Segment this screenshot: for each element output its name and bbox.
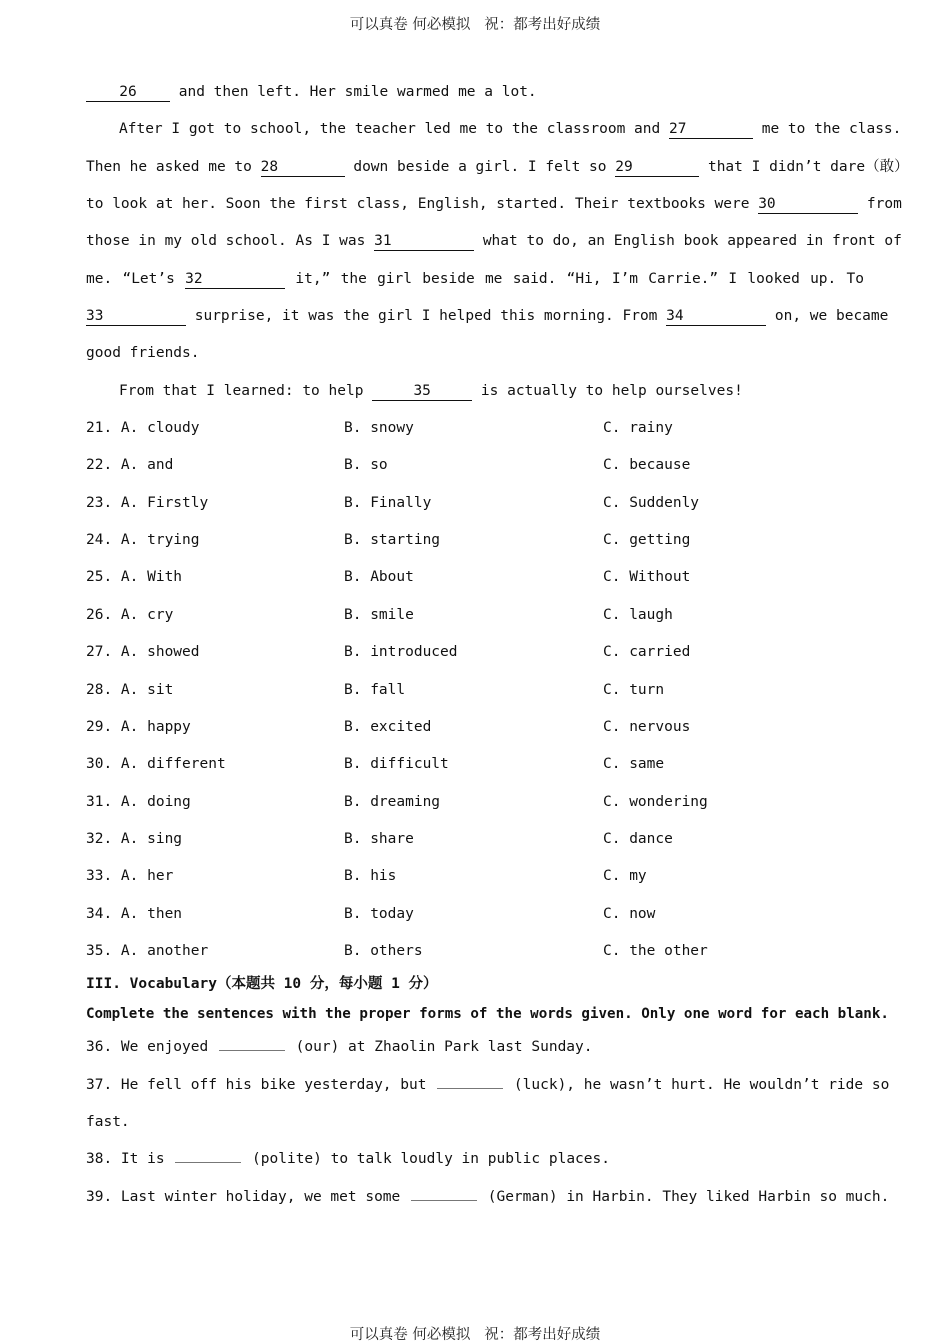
option-a: 26. A. cry — [86, 606, 174, 623]
option-row — [86, 902, 864, 939]
option-row — [86, 864, 864, 901]
option-c: C. laugh — [603, 606, 673, 623]
passage-line — [86, 379, 864, 416]
passage-line — [86, 117, 902, 154]
answer-blank — [175, 1148, 241, 1163]
passage-text: on, we became — [766, 308, 889, 325]
blank-26: 26 — [86, 83, 170, 102]
option-row — [86, 752, 864, 789]
option-b: B. About — [344, 569, 414, 586]
page-header: 可以真卷 何必模拟 祝：都考出好成绩 — [349, 17, 601, 33]
question-39 — [86, 1185, 890, 1222]
answer-blank — [411, 1186, 477, 1201]
blank-27: 27 — [669, 120, 753, 139]
question-text: (German) in Harbin. They liked Harbin so much. — [479, 1188, 890, 1205]
passage-line — [86, 229, 902, 266]
question-text: 39. Last winter holiday, we met some — [86, 1188, 410, 1205]
passage-text: and then left. Her smile warmed me a lot. — [170, 84, 537, 100]
option-row — [86, 491, 864, 528]
option-row — [86, 640, 864, 677]
option-a: 22. A. and — [86, 457, 174, 474]
option-c: C. carried — [603, 644, 691, 661]
passage-line — [86, 304, 889, 341]
question-text: (luck), he wasn’t hurt. He wouldn’t ride so — [505, 1076, 890, 1093]
passage-text: Then he asked me to — [86, 158, 261, 175]
option-a: 30. A. different — [86, 756, 226, 773]
option-c: C. my — [603, 868, 647, 885]
option-row — [86, 453, 864, 490]
answer-blank — [437, 1074, 503, 1089]
option-c: C. getting — [603, 532, 691, 549]
blank-31: 31 — [374, 232, 474, 251]
passage-text: From that I learned: to help — [119, 382, 373, 399]
section-title: III. Vocabulary（本题共 10 分，每小题 1 分） — [86, 976, 438, 993]
blank-30: 30 — [758, 195, 858, 214]
option-a: 23. A. Firstly — [86, 494, 209, 511]
passage-text: good friends. — [86, 345, 200, 362]
option-c: C. wondering — [603, 793, 708, 810]
passage-text: what to do, an English book appeared in front of — [474, 233, 902, 250]
passage-text: it,” the girl beside me said. “Hi, I’m Carrie.” I looked up. To — [285, 270, 865, 287]
passage-line — [86, 267, 864, 304]
option-b: B. starting — [344, 532, 441, 549]
option-a: 27. A. showed — [86, 644, 200, 661]
question-text: (our) at Zhaolin Park last Sunday. — [286, 1039, 593, 1056]
option-b: B. introduced — [344, 644, 458, 661]
passage-line — [86, 80, 864, 117]
option-b: B. today — [344, 905, 414, 922]
option-row — [86, 416, 864, 453]
passage-text: from — [858, 196, 902, 213]
option-a: 29. A. happy — [86, 718, 191, 735]
option-c: C. turn — [603, 681, 665, 698]
blank-29: 29 — [615, 158, 699, 177]
option-b: B. share — [344, 830, 414, 847]
option-c: C. dance — [603, 830, 673, 847]
option-a: 33. A. her — [86, 868, 174, 885]
question-text: (polite) to talk loudly in public places. — [243, 1151, 610, 1168]
option-c: C. now — [603, 905, 656, 922]
option-b: B. smile — [344, 606, 414, 623]
question-37 — [86, 1073, 890, 1110]
section-instruction: Complete the sentences with the proper forms of the words given. Only one word for each blank. — [86, 1006, 889, 1023]
option-a: 28. A. sit — [86, 681, 174, 698]
option-a: 24. A. trying — [86, 532, 200, 549]
passage-text: down beside a girl. I felt so — [344, 158, 616, 175]
question-text: 37. He fell off his bike yesterday, but — [86, 1076, 436, 1093]
option-c: C. Without — [603, 569, 691, 586]
blank-28: 28 — [261, 158, 345, 177]
option-row — [86, 678, 864, 715]
option-b: B. so — [344, 457, 388, 474]
option-row — [86, 827, 864, 864]
passage-text: is actually to help ourselves! — [472, 382, 743, 399]
option-a: 21. A. cloudy — [86, 420, 200, 437]
question-text: fast. — [86, 1113, 130, 1130]
document-body — [86, 80, 909, 1222]
page-footer: 可以真卷 何必模拟 祝：都考出好成绩 — [349, 1327, 601, 1343]
passage-line — [86, 155, 909, 192]
option-row — [86, 565, 864, 602]
passage-text: that I didn’t dare（敢） — [699, 158, 909, 175]
option-row — [86, 715, 864, 752]
option-c: C. same — [603, 756, 665, 773]
question-text: 38. It is — [86, 1151, 174, 1168]
question-38 — [86, 1147, 864, 1184]
option-c: C. because — [603, 457, 691, 474]
option-b: B. dreaming — [344, 793, 441, 810]
passage-text: me to the class. — [752, 121, 902, 138]
option-row — [86, 939, 864, 976]
option-c: C. nervous — [603, 718, 691, 735]
option-b: B. Finally — [344, 494, 432, 511]
option-a: 25. A. With — [86, 569, 183, 586]
option-row — [86, 528, 864, 565]
option-a: 32. A. sing — [86, 830, 183, 847]
option-row — [86, 603, 864, 640]
option-b: B. snowy — [344, 420, 414, 437]
option-c: C. rainy — [603, 420, 673, 437]
blank-34: 34 — [666, 307, 766, 326]
passage-line — [86, 341, 864, 378]
answer-blank — [219, 1036, 285, 1051]
option-b: B. others — [344, 942, 423, 959]
option-b: B. excited — [344, 718, 432, 735]
passage-text: surprise, it was the girl I helped this morning. From — [186, 308, 667, 325]
option-c: C. Suddenly — [603, 494, 700, 511]
passage-text: those in my old school. As I was — [86, 233, 375, 250]
passage-text: to look at her. Soon the first class, English, started. Their textbooks were — [86, 196, 759, 213]
passage-text: After I got to school, the teacher led me to the classroom and — [119, 121, 669, 138]
passage-line — [86, 192, 902, 229]
blank-35: 35 — [372, 382, 472, 401]
option-c: C. the other — [603, 942, 708, 959]
option-a: 34. A. then — [86, 905, 183, 922]
option-b: B. his — [344, 868, 397, 885]
option-b: B. fall — [344, 681, 406, 698]
question-36 — [86, 1035, 864, 1072]
blank-33: 33 — [86, 307, 186, 326]
question-text: 36. We enjoyed — [86, 1039, 217, 1056]
answer-options — [86, 416, 864, 976]
blank-32: 32 — [185, 270, 285, 289]
option-b: B. difficult — [344, 756, 449, 773]
question-37-cont — [86, 1110, 864, 1147]
option-a: 35. A. another — [86, 942, 209, 959]
passage-text: me. “Let’s — [86, 270, 186, 287]
option-row — [86, 790, 864, 827]
option-a: 31. A. doing — [86, 793, 191, 810]
